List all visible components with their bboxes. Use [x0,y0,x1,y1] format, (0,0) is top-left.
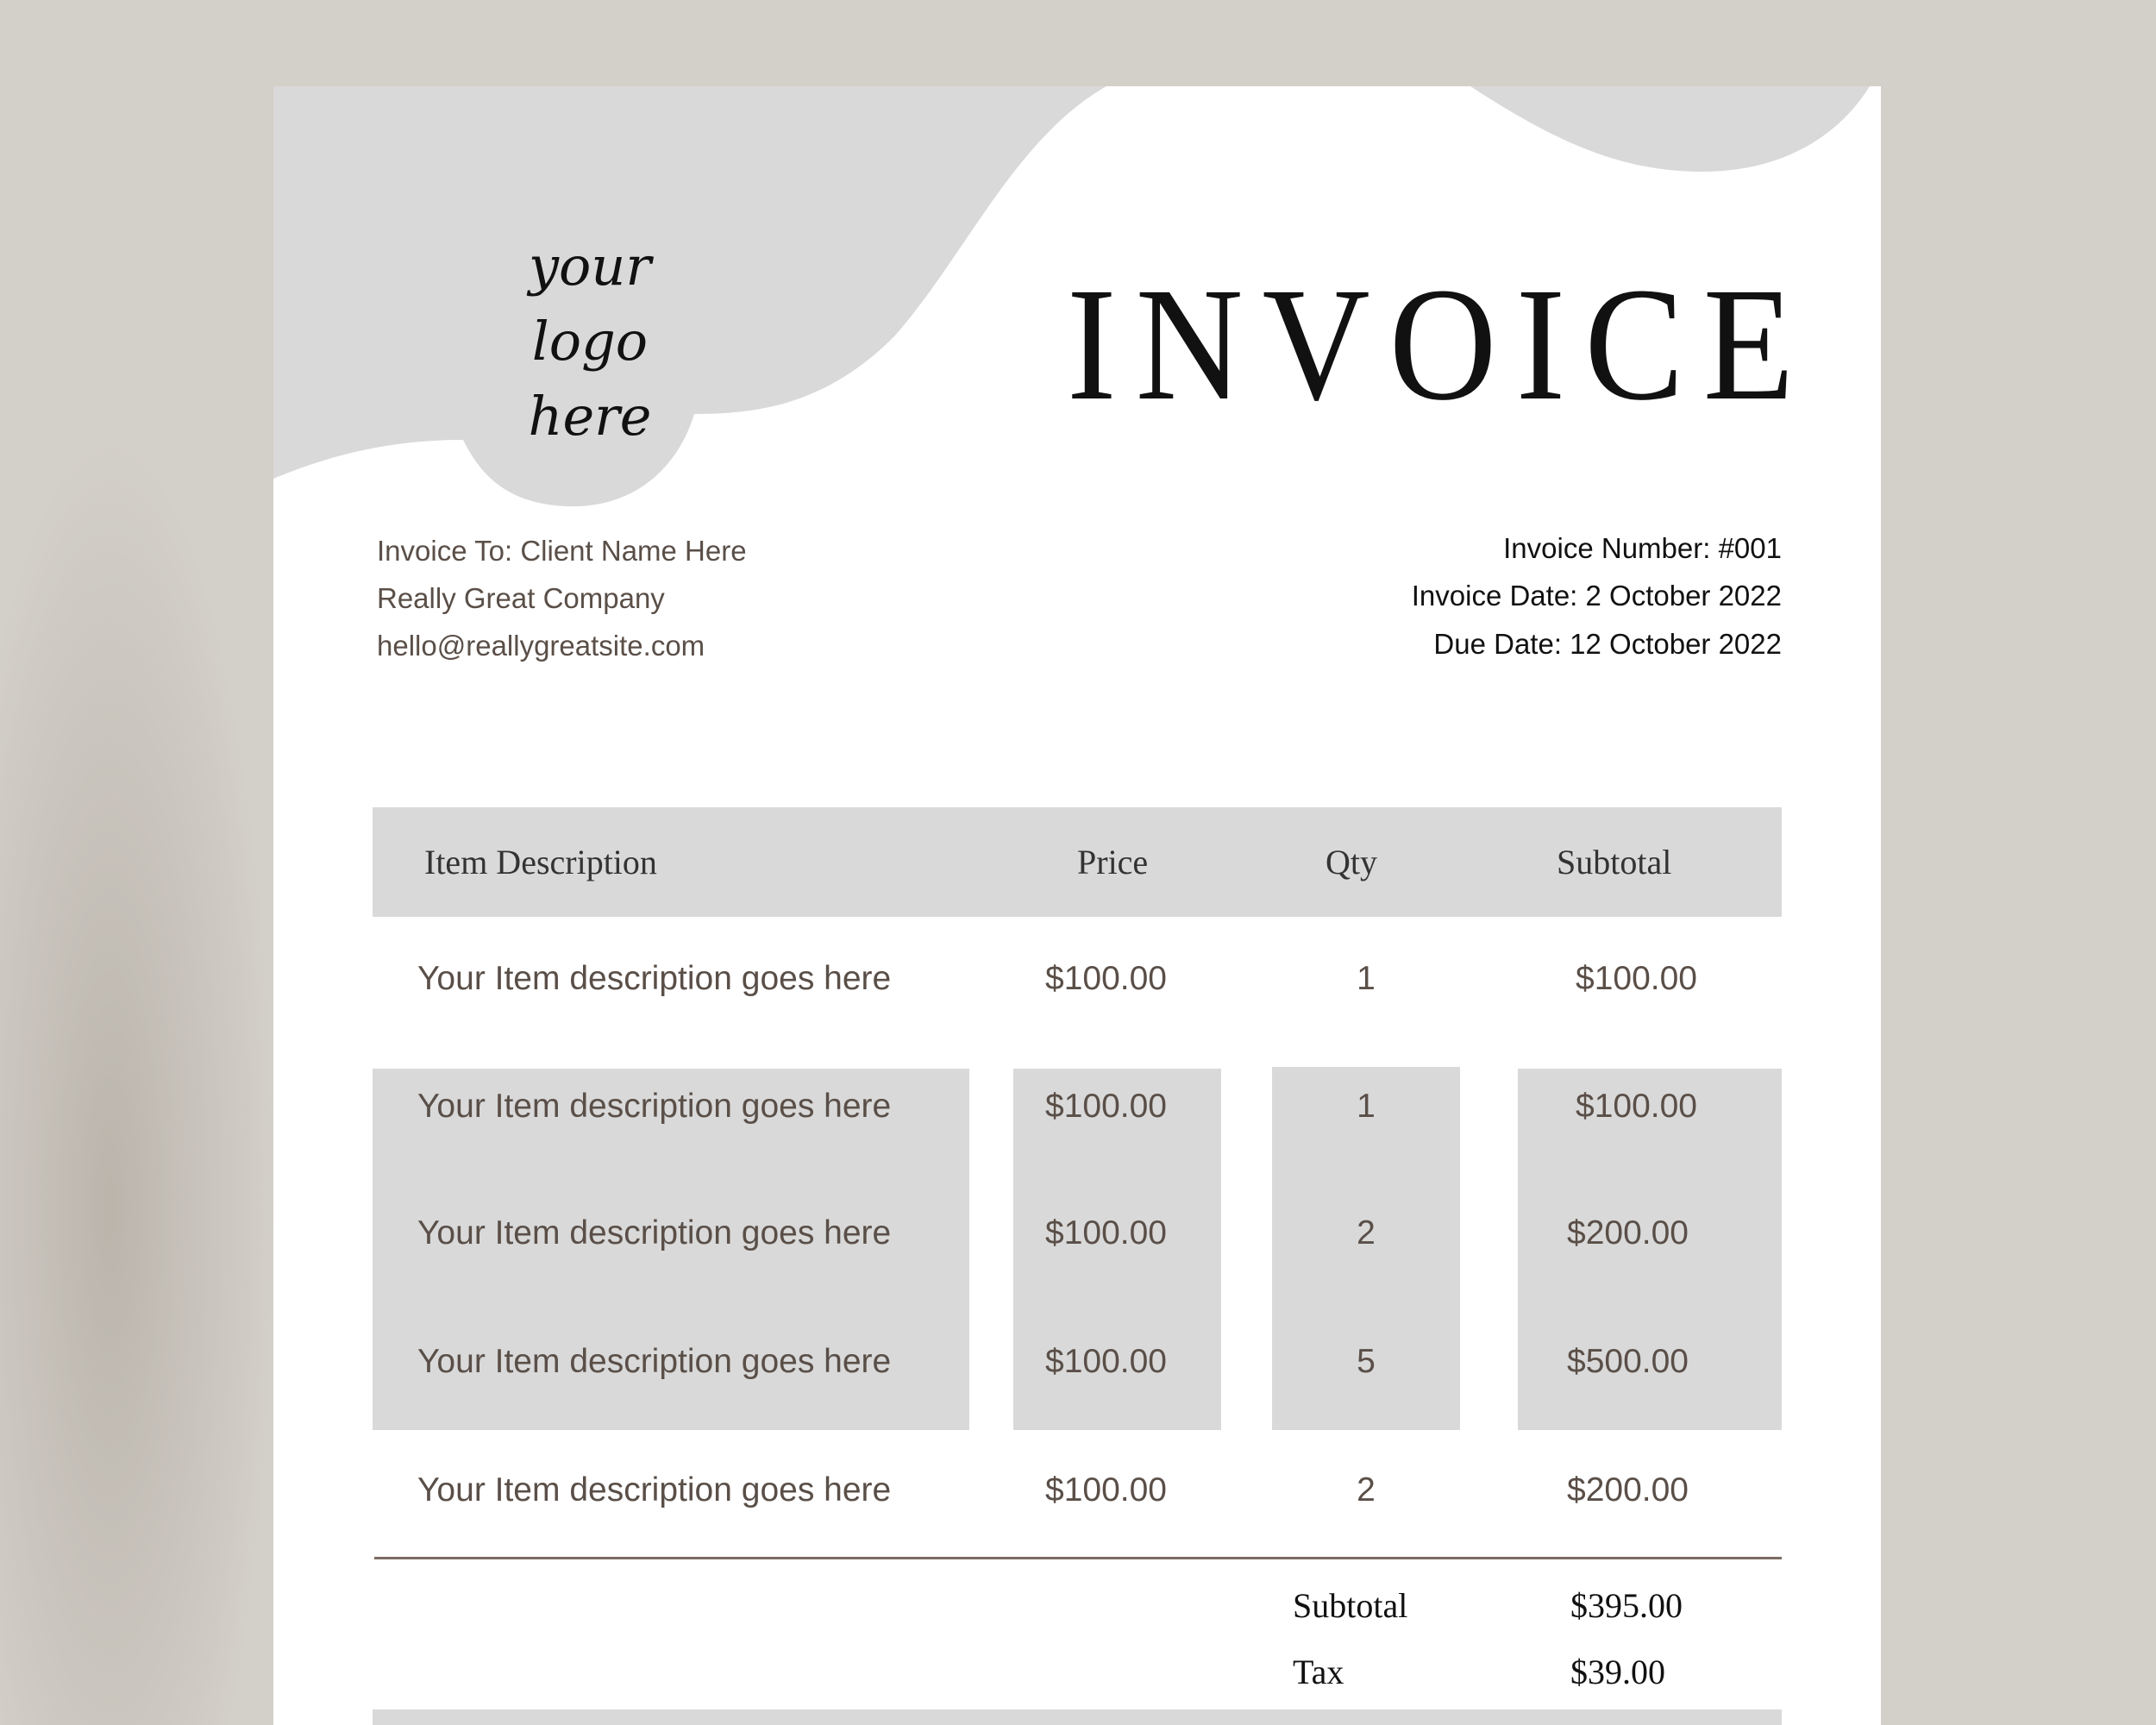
invoice-date: Invoice Date: 2 October 2022 [1411,580,1782,612]
item-qty: 1 [1357,960,1376,997]
client-company: Really Great Company [377,582,665,614]
due-date: Due Date: 12 October 2022 [1433,628,1782,660]
item-price: $100.00 [1045,1471,1167,1509]
subtotal-value: $395.00 [1570,1586,1683,1625]
subtotal-label: Subtotal [1293,1586,1408,1625]
item-subtotal: $100.00 [1576,1088,1697,1125]
header-subtotal: Subtotal [1557,843,1672,881]
item-description: Your Item description goes here [417,1088,892,1125]
logo-line-1: your [529,235,651,298]
invoice-to: Invoice To: Client Name Here [377,535,747,567]
item-qty: 1 [1357,1088,1376,1125]
right-wave-shape [1470,86,1870,172]
header-description: Item Description [424,843,657,881]
logo-line-3: here [528,385,652,448]
item-qty: 5 [1357,1343,1376,1380]
background-shadow [0,431,276,1725]
item-subtotal: $200.00 [1567,1471,1689,1509]
header-qty: Qty [1326,843,1377,881]
item-price: $100.00 [1045,1214,1167,1251]
left-wave-shape [273,86,1106,506]
logo-line-2: logo [531,310,649,373]
client-email: hello@reallygreatsite.com [377,630,705,662]
item-description: Your Item description goes here [417,1214,892,1251]
invoice-page [273,86,1881,1725]
invoice-title: INVOICE [1067,254,1814,434]
tax-value: $39.00 [1570,1653,1665,1691]
item-description: Your Item description goes here [417,1471,892,1509]
item-qty: 2 [1357,1214,1376,1251]
invoice-number: Invoice Number: #001 [1503,532,1782,564]
item-price: $100.00 [1045,960,1167,997]
item-description: Your Item description goes here [417,960,892,997]
item-price: $100.00 [1045,1343,1167,1380]
table-header [373,807,1782,917]
totals-divider [374,1557,1782,1559]
item-description: Your Item description goes here [417,1343,892,1380]
tax-label: Tax [1293,1653,1344,1691]
item-subtotal: $100.00 [1576,960,1697,997]
item-subtotal: $200.00 [1567,1214,1689,1251]
grand-total-bar [373,1709,1782,1725]
item-qty: 2 [1357,1471,1376,1509]
header-price: Price [1077,843,1149,881]
item-price: $100.00 [1045,1088,1167,1125]
item-subtotal: $500.00 [1567,1343,1689,1380]
